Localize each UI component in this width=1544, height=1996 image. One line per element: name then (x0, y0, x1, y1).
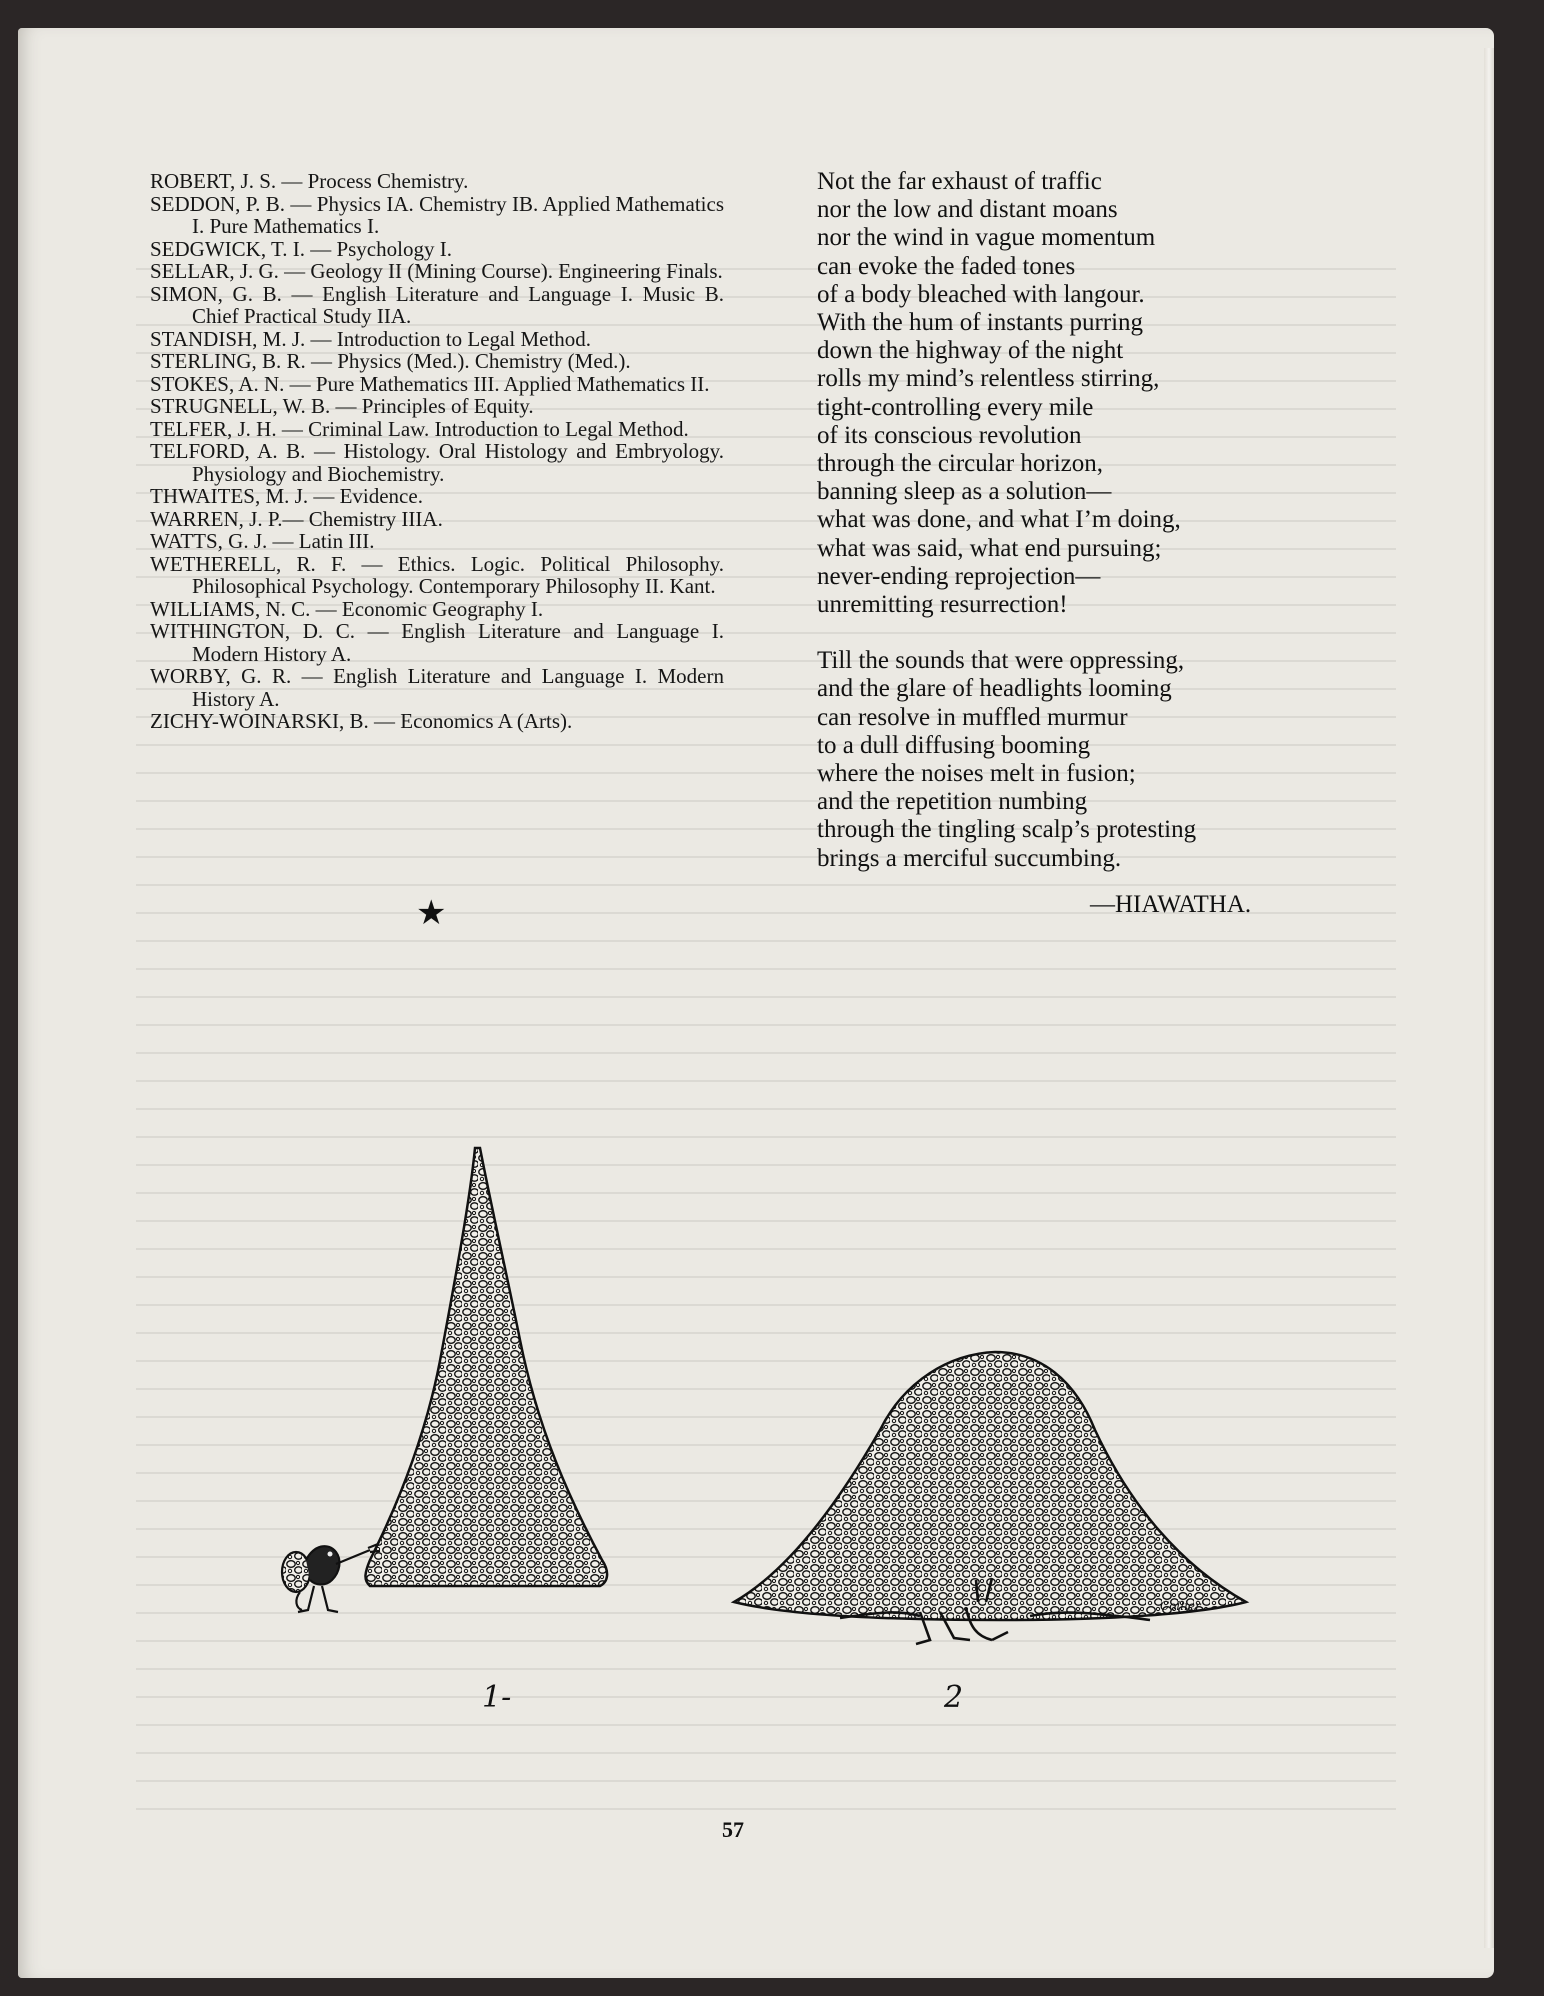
poem-line: nor the low and distant moans (817, 196, 1118, 224)
result-entry: TELFORD, A. B. — Histology. Oral Histology and Embryology. Physiology and Biochemistry. (150, 439, 724, 486)
poem-line: down the highway of the night (817, 337, 1124, 365)
poem-line: can resolve in muffled murmur (817, 703, 1128, 731)
poem-line: what was done, and what I’m doing, (817, 506, 1181, 534)
result-entry: SEDDON, P. B. — Physics IA. Chemistry IB. Applied Mathematics I. Pure Mathematics I. (150, 191, 724, 238)
page-number: 57 (722, 1817, 744, 1842)
result-entry: STANDISH, M. J. — Introduction to Legal Method. (150, 326, 592, 351)
poem-line: With the hum of instants purring (817, 309, 1144, 337)
illustration-caption-1: 1- (482, 1680, 512, 1715)
poem-line: to a dull diffusing booming (817, 731, 1091, 759)
result-entry: SEDGWICK, T. I. — Psychology I. (150, 236, 452, 261)
result-entry: SIMON, G. B. — English Literature and Language I. Music B. Chief Practical Study IIA. (150, 281, 724, 328)
poem-line: through the tingling scalp’s protesting (817, 816, 1197, 844)
exam-results-column (150, 170, 724, 733)
poem-line: Not the far exhaust of traffic (817, 168, 1102, 195)
poem-line: tight-controlling every mile (817, 393, 1094, 421)
result-entry: WITHINGTON, D. C. — English Literature and Language I. Modern History A. (150, 619, 724, 666)
poem-line: never-ending reprojection— (817, 562, 1101, 590)
star-separator: ★ (416, 895, 447, 932)
result-entry: THWAITES, M. J. — Evidence. (150, 484, 423, 508)
result-entry: ROBERT, J. S. — Process Chemistry. (150, 169, 469, 193)
poem-line: banning sleep as a solution— (817, 478, 1112, 506)
result-entry: WILLIAMS, N. C. — Economic Geography I. (150, 596, 544, 621)
poem-line: through the circular horizon, (817, 450, 1104, 478)
illustration-tall-pile (270, 1140, 680, 1640)
poem-line: unremitting resurrection! (817, 591, 1068, 619)
result-entry: STERLING, B. R. — Physics (Med.). Chemistry (Med.). (150, 349, 631, 373)
result-entry: WARREN, J. P.— Chemistry IIIA. (150, 506, 443, 531)
poem-line: rolls my mind’s relentless stirring, (817, 365, 1160, 393)
result-entry: TELFER, J. H. — Criminal Law. Introduction to Legal Method. (150, 416, 689, 441)
poem-line: and the repetition numbing (817, 788, 1088, 816)
poem-line: where the noises melt in fusion; (817, 760, 1136, 788)
result-entry: SELLAR, J. G. — Geology II (Mining Course). Engineering Finals. (150, 259, 723, 283)
result-entry: STOKES, A. N. — Pure Mathematics III. Applied Mathematics II. (150, 371, 710, 396)
result-entry: WORBY, G. R. — English Literature and Language I. Modern History A. (150, 664, 724, 711)
page-edge (1484, 48, 1494, 1948)
poem-author: —HIAWATHA. (1090, 891, 1252, 918)
illustration-caption-2: 2 (944, 1680, 964, 1715)
result-entry: WATTS, G. J. — Latin III. (150, 529, 375, 553)
poem-stanza-2 (817, 647, 1287, 873)
result-entry: ZICHY-WOINARSKI, B. — Economics A (Arts). (150, 709, 573, 733)
result-entry: WETHERELL, R. F. — Ethics. Logic. Political Philosophy. Philosophical Psychology. Contemporary Philosophy II. Kant. (150, 551, 724, 598)
poem-stanza-1 (817, 168, 1287, 619)
poem-line: brings a merciful succumbing. (817, 844, 1122, 872)
stanza-gap (817, 619, 1287, 647)
poem-line: what was said, what end pursuing; (817, 534, 1162, 562)
poem-line: can evoke the faded tones (817, 252, 1076, 280)
illustration-wide-heap (730, 1340, 1250, 1680)
poem (817, 168, 1287, 873)
poem-line: Till the sounds that were oppressing, (817, 647, 1185, 675)
poem-line: and the glare of headlights looming (817, 675, 1172, 703)
result-entry: STRUGNELL, W. B. — Principles of Equity. (150, 394, 534, 418)
artist-signature: Collier (1160, 1599, 1201, 1613)
poem-line: nor the wind in vague momentum (817, 224, 1156, 252)
poem-line: of a body bleached with langour. (817, 280, 1145, 308)
poem-line: of its conscious revolution (817, 421, 1082, 449)
